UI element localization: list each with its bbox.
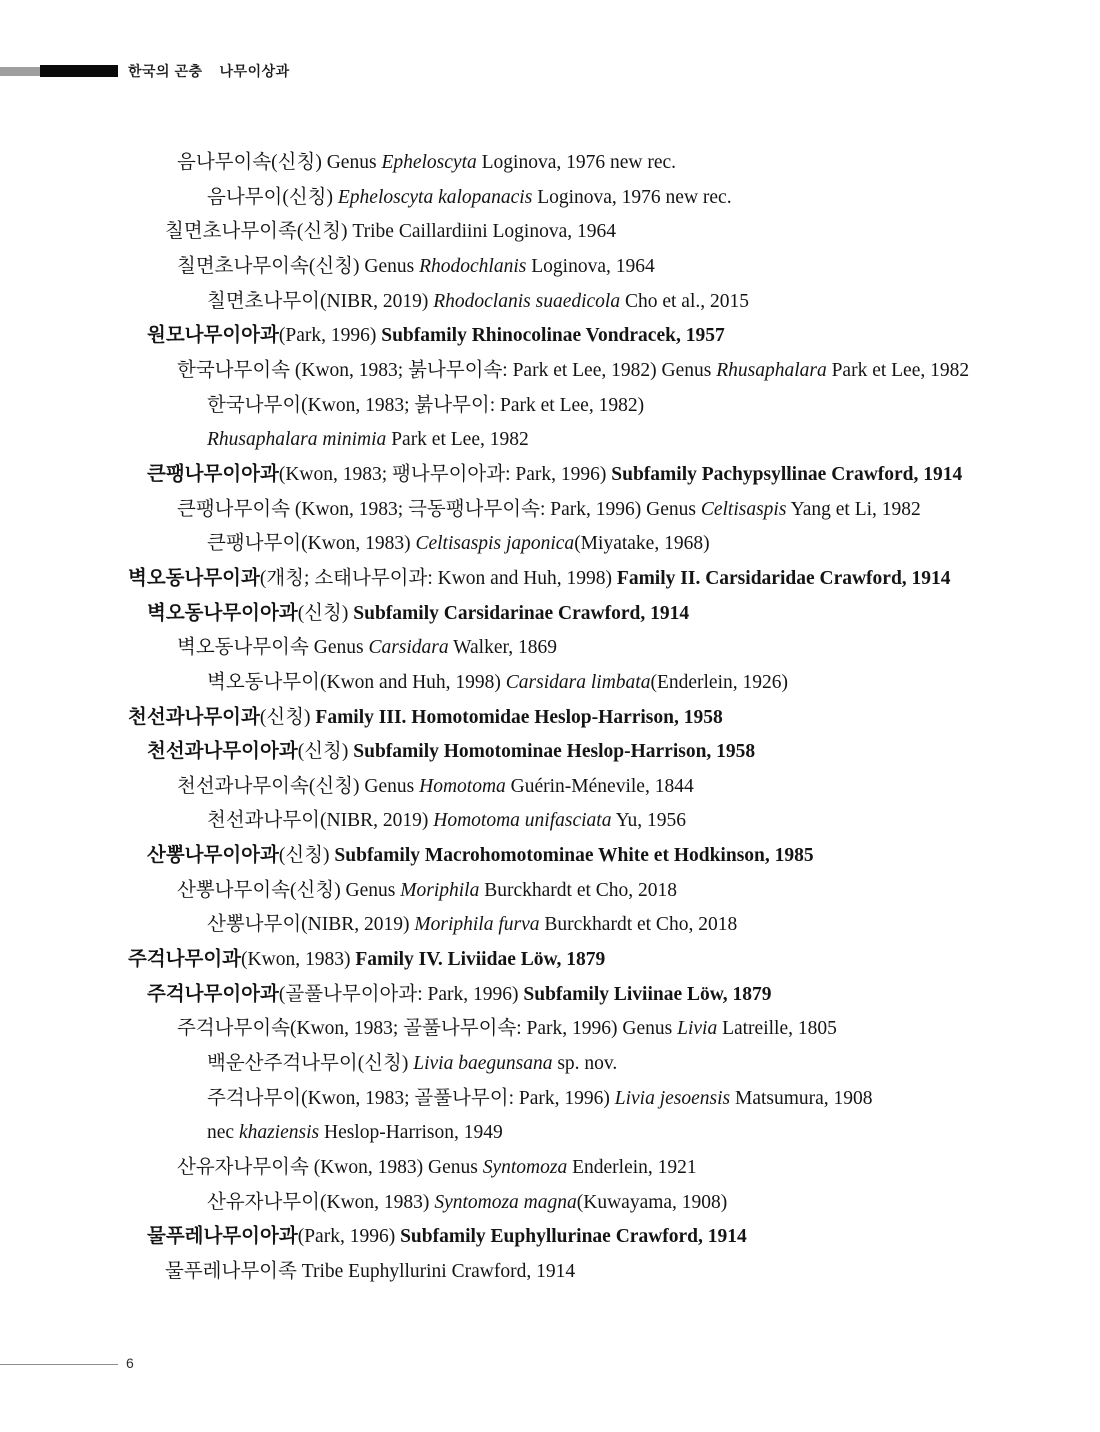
taxon-line	[0, 631, 1100, 666]
taxon-line	[0, 215, 1100, 250]
taxon-text-segment: 벽오동나무이속 Genus	[177, 637, 369, 659]
taxon-text-segment: 주걱나무이속(Kwon, 1983; 골풀나무이속: Park, 1996) Genus	[177, 1018, 678, 1040]
header-gray-bar	[0, 67, 40, 76]
taxon-text-segment: Loginova, 1964	[526, 255, 655, 277]
taxon-text-segment: 한국나무이(Kwon, 1983; 붉나무이: Park et Lee, 1982)	[207, 394, 645, 416]
taxon-line	[0, 1186, 1100, 1221]
taxon-text-segment: Subfamily Homotominae Heslop-Harrison, 1958	[353, 741, 756, 763]
taxon-line	[0, 1082, 1100, 1117]
taxon-text-segment: 벽오동나무이아과	[147, 602, 298, 624]
taxon-line	[0, 354, 1100, 389]
taxon-text-segment: 산뽕나무이(NIBR, 2019)	[207, 914, 415, 936]
taxon-text-segment: 벽오동나무이(Kwon and Huh, 1998)	[207, 671, 506, 693]
taxon-text-segment: (신칭)	[259, 706, 316, 728]
taxon-text-segment: Burckhardt et Cho, 2018	[479, 879, 678, 901]
taxon-text-segment: 음나무이속(신칭) Genus	[177, 152, 382, 173]
taxon-text-segment: Walker, 1869	[448, 637, 557, 659]
taxon-text-segment: (신칭)	[297, 741, 354, 763]
taxon-text-segment: Homotoma unifasciata	[433, 810, 612, 832]
taxon-line	[0, 597, 1100, 632]
taxon-text-segment: (Enderlein, 1926)	[650, 671, 788, 693]
taxon-text-segment: Park et Lee, 1982	[386, 429, 529, 451]
taxon-text-segment: (신칭)	[297, 602, 354, 624]
taxon-text-segment: Subfamily Carsidarinae Crawford, 1914	[353, 602, 690, 624]
taxon-text-segment: Burckhardt et Cho, 2018	[539, 914, 738, 936]
taxon-text-segment: khaziensis	[238, 1122, 320, 1144]
taxon-text-segment: Yu, 1956	[611, 810, 687, 832]
taxon-line	[0, 146, 1100, 181]
taxon-text-segment: Livia jesoensis	[614, 1087, 731, 1109]
taxon-text-segment: Livia	[677, 1018, 718, 1040]
page-number: 6	[126, 1355, 134, 1371]
taxon-text-segment: Subfamily Euphyllurinae Crawford, 1914	[400, 1226, 747, 1248]
taxon-line	[0, 943, 1100, 978]
taxon-text-segment: 음나무이(신칭)	[207, 186, 338, 208]
taxon-line	[0, 978, 1100, 1013]
taxon-text-segment: 큰팽나무이아과	[147, 463, 279, 485]
taxon-line	[0, 666, 1100, 701]
taxon-text-segment: (Park, 1996)	[278, 325, 382, 347]
taxon-line	[0, 735, 1100, 770]
taxon-line	[0, 874, 1100, 909]
taxon-text-segment: 산유자나무이(Kwon, 1983)	[207, 1191, 435, 1213]
taxon-line	[0, 250, 1100, 285]
taxon-text-segment: Family II. Carsidaridae Crawford, 1914	[616, 567, 951, 589]
taxon-text-segment: Celtisaspis	[700, 498, 787, 520]
taxon-text-segment: 천선과나무이아과	[147, 741, 298, 763]
taxon-text-segment: Livia baegunsana	[413, 1053, 553, 1075]
taxon-line	[0, 285, 1100, 320]
taxon-text-segment: Matsumura, 1908	[730, 1087, 873, 1109]
taxon-line	[0, 701, 1100, 736]
taxon-text-segment: Carsidara	[368, 637, 449, 659]
taxon-text-segment: Heslop-Harrison, 1949	[319, 1122, 503, 1144]
taxon-text-segment: Subfamily Liviinae Löw, 1879	[523, 983, 772, 1005]
taxon-text-segment: Family III. Homotomidae Heslop-Harrison, 1958	[315, 706, 723, 728]
taxon-line	[0, 562, 1100, 597]
taxon-text-segment: (Kuwayama, 1908)	[576, 1191, 728, 1213]
taxon-text-segment: Cho et al., 2015	[620, 290, 749, 312]
taxon-line	[0, 1151, 1100, 1186]
taxon-text-segment: (Miyatake, 1968)	[574, 533, 710, 555]
taxon-text-segment: Subfamily Macrohomotominae White et Hodkinson, 1985	[334, 845, 814, 867]
taxon-line	[0, 1116, 1100, 1151]
taxon-text-segment: 물푸레나무이족 Tribe Euphyllurini Crawford, 1914	[165, 1261, 576, 1282]
taxon-text-segment: 주걱나무이과	[128, 949, 242, 971]
taxon-line	[0, 839, 1100, 874]
taxon-line	[0, 1012, 1100, 1047]
taxon-text-segment: 큰팽나무이(Kwon, 1983)	[207, 533, 416, 555]
taxon-text-segment: Rhusaphalara	[716, 359, 827, 381]
taxon-text-segment: 천선과나무이과	[128, 706, 260, 728]
taxon-text-segment: 한국나무이속 (Kwon, 1983; 붉나무이속: Park et Lee, 1982) Genus	[177, 359, 717, 381]
taxon-text-segment: 주걱나무이(Kwon, 1983; 골풀나무이: Park, 1996)	[207, 1087, 615, 1109]
taxon-text-segment: (Kwon, 1983; 팽나무이아과: Park, 1996)	[278, 463, 612, 485]
taxon-text-segment: Syntomoza	[482, 1157, 568, 1179]
taxon-text-segment: 큰팽나무이속 (Kwon, 1983; 극동팽나무이속: Park, 1996) Genus	[177, 498, 701, 520]
taxon-list	[0, 146, 1100, 1290]
taxon-line	[0, 527, 1100, 562]
running-header	[128, 61, 290, 81]
taxon-line	[0, 389, 1100, 424]
taxon-line	[0, 908, 1100, 943]
taxon-text-segment: 칠면초나무이족(신칭) Tribe Caillardiini Loginova, 1964	[165, 221, 616, 243]
taxon-line	[0, 1220, 1100, 1255]
header-section-title: 나무이상과	[219, 63, 290, 79]
taxon-text-segment: nec	[207, 1122, 239, 1144]
footer-rule	[0, 1364, 118, 1365]
taxon-text-segment: Epheloscyta	[381, 152, 477, 173]
taxon-line	[0, 493, 1100, 528]
taxon-text-segment: (개칭; 소태나무이과: Kwon and Huh, 1998)	[259, 567, 617, 589]
taxon-text-segment: Rhusaphalara minimia	[207, 429, 387, 451]
taxon-line	[0, 1047, 1100, 1082]
taxon-line	[0, 770, 1100, 805]
taxon-text-segment: (신칭)	[278, 845, 335, 867]
taxon-text-segment: Guérin-Ménevile, 1844	[505, 775, 694, 797]
taxon-text-segment: Moriphila furva	[414, 914, 540, 936]
taxon-text-segment: Loginova, 1976 new rec.	[476, 152, 677, 173]
taxon-line	[0, 1255, 1100, 1290]
taxon-text-segment: 천선과나무이속(신칭) Genus	[177, 775, 420, 797]
taxon-text-segment: 백운산주걱나무이(신칭)	[207, 1053, 414, 1075]
taxon-line	[0, 804, 1100, 839]
taxon-text-segment: 산뽕나무이속(신칭) Genus	[177, 879, 401, 901]
taxon-text-segment: (Park, 1996)	[297, 1226, 401, 1248]
header-book-title: 한국의 곤충	[128, 63, 203, 79]
taxon-text-segment: Celtisaspis japonica	[415, 533, 575, 555]
taxon-text-segment: Park et Lee, 1982	[826, 359, 970, 381]
taxon-text-segment: 칠면초나무이속(신칭) Genus	[177, 255, 420, 277]
taxon-line	[0, 423, 1100, 458]
taxon-text-segment: Yang et Li, 1982	[786, 498, 921, 520]
taxon-text-segment: 벽오동나무이과	[128, 567, 260, 589]
taxon-text-segment: Loginova, 1976 new rec.	[532, 186, 732, 208]
taxon-text-segment: sp. nov.	[552, 1053, 618, 1075]
taxon-text-segment: Subfamily Rhinocolinae Vondracek, 1957	[381, 325, 725, 347]
header-black-bar	[40, 65, 118, 77]
taxon-text-segment: Subfamily Pachypsyllinae Crawford, 1914	[611, 463, 963, 485]
taxon-text-segment: Homotoma	[419, 775, 506, 797]
taxon-text-segment: 물푸레나무이아과	[147, 1226, 298, 1248]
taxon-text-segment: Syntomoza magna	[434, 1191, 577, 1213]
taxon-text-segment: 산유자나무이속 (Kwon, 1983) Genus	[177, 1157, 483, 1179]
taxon-line	[0, 319, 1100, 354]
taxon-text-segment: 주걱나무이아과	[147, 983, 279, 1005]
taxon-text-segment: Enderlein, 1921	[567, 1157, 697, 1179]
taxon-text-segment: Epheloscyta kalopanacis	[337, 186, 533, 208]
taxon-text-segment: (Kwon, 1983)	[241, 949, 356, 971]
taxon-text-segment: 산뽕나무이아과	[147, 845, 279, 867]
taxon-text-segment: Latreille, 1805	[717, 1018, 837, 1040]
taxon-text-segment: Rhodochlanis	[419, 255, 527, 277]
taxon-line	[0, 458, 1100, 493]
taxon-text-segment: Moriphila	[400, 879, 480, 901]
taxon-text-segment: 원모나무이아과	[147, 325, 279, 347]
taxon-text-segment: 칠면초나무이(NIBR, 2019)	[207, 290, 434, 312]
taxon-line	[0, 181, 1100, 216]
taxon-text-segment: (골풀나무이아과: Park, 1996)	[278, 983, 524, 1005]
taxon-text-segment: 천선과나무이(NIBR, 2019)	[207, 810, 434, 832]
taxon-text-segment: Rhodoclanis suaedicola	[433, 290, 621, 312]
taxon-text-segment: Carsidara limbata	[505, 671, 651, 693]
taxon-text-segment: Family IV. Liviidae Löw, 1879	[355, 949, 606, 971]
